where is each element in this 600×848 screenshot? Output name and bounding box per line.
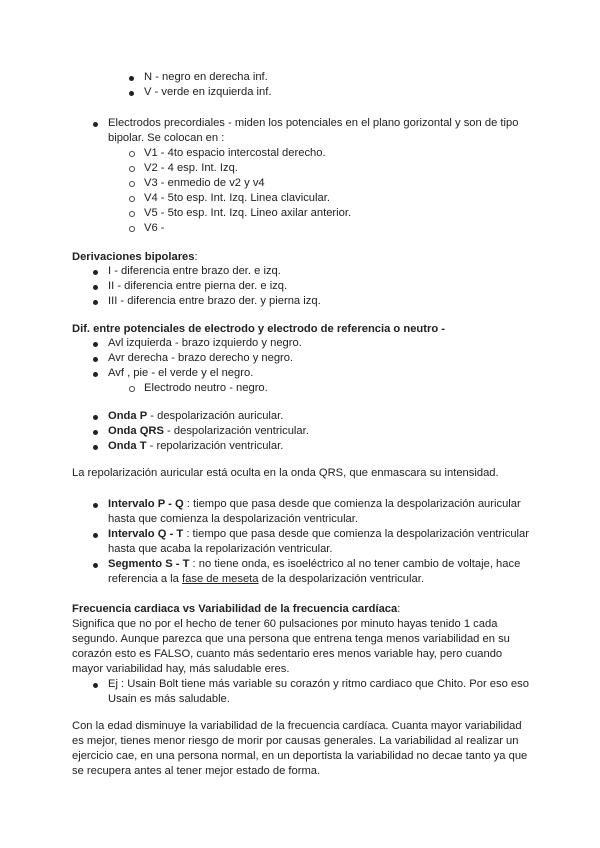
- bullet-dot-icon: [93, 503, 98, 508]
- interval-label: Intervalo Q - T: [108, 528, 184, 540]
- bullet-circle-icon: [129, 211, 135, 217]
- paragraph-line: se recupera antes al tener mejor estado de forma.: [72, 765, 321, 777]
- paragraph-line: corazón esto es FALSO, cuanto más sedentario eres menos variable hay, pero cuando: [72, 648, 503, 660]
- bullet-dot-icon: [93, 445, 98, 450]
- list-item-continuation: hasta que acaba la repolarización ventricular.: [108, 543, 333, 555]
- bullet-dot-icon: [129, 76, 134, 81]
- list-item: [108, 497, 521, 512]
- section-heading: [72, 602, 400, 617]
- onda-description: - despolarización auricular.: [147, 410, 284, 422]
- bullet-dot-icon: [93, 270, 98, 275]
- bullet-dot-icon: [93, 533, 98, 538]
- bullet-circle-icon: [129, 181, 135, 187]
- segment-description: : no tiene onda, es isoeléctrico al no tener cambio de voltaje, hace: [189, 558, 521, 570]
- paragraph-line: es mejor, tienes menor riesgo de morir por causas generales. La variabilidad al realizar un: [72, 735, 519, 747]
- heading-suffix: :: [397, 603, 401, 615]
- list-item: Ej : Usain Bolt tiene más variable su corazón y ritmo cardiaco que Chito. Por eso eso: [108, 678, 529, 690]
- sub-list-item: V6 -: [144, 222, 165, 234]
- bullet-dot-icon: [93, 342, 98, 347]
- list-item: [108, 527, 529, 542]
- list-item-continuation: [108, 572, 424, 587]
- list-item: I - diferencia entre brazo der. e izq.: [108, 265, 281, 277]
- paragraph: La repolarización auricular está oculta en la onda QRS, que enmascara su intensidad.: [72, 467, 499, 479]
- section-heading: [72, 322, 445, 337]
- bullet-dot-icon: [93, 372, 98, 377]
- onda-label: Onda QRS: [108, 425, 164, 437]
- paragraph-line: mayor variabilidad hay, más saludable eres.: [72, 663, 290, 675]
- bullet-circle-icon: [129, 151, 135, 157]
- heading-suffix: :: [194, 251, 198, 263]
- bullet-dot-icon: [93, 415, 98, 420]
- bullet-dot-icon: [93, 300, 98, 305]
- interval-description: : tiempo que pasa desde que comienza la despolarización ventricular: [183, 528, 529, 540]
- sub-list-item: V4 - 5to esp. Int. Izq. Linea clavicular.: [144, 192, 330, 204]
- list-item-continuation: bipolar. Se colocan en :: [108, 132, 225, 144]
- list-item: [108, 424, 309, 439]
- bullet-dot-icon: [93, 430, 98, 435]
- list-item: [108, 409, 283, 424]
- underlined-term: fase de meseta: [182, 573, 259, 585]
- paragraph-line: segundo. Aunque parezca que una persona que entrena tenga menos variabilidad en su: [72, 633, 510, 645]
- bullet-dot-icon: [93, 683, 98, 688]
- sub-list-item: V1 - 4to espacio intercostal derecho.: [144, 147, 326, 159]
- onda-label: Onda T: [108, 440, 147, 452]
- list-item: Avl izquierda - brazo izquierdo y negro.: [108, 337, 302, 349]
- sub-list-item: V3 - enmedio de v2 y v4: [144, 177, 265, 189]
- bullet-dot-icon: [93, 285, 98, 290]
- heading-text: Derivaciones bipolares: [72, 251, 195, 263]
- segment-label: Segmento S - T: [108, 558, 190, 570]
- sub-list-item: Electrodo neutro - negro.: [144, 382, 268, 394]
- onda-label: Onda P: [108, 410, 148, 422]
- list-item: [108, 557, 520, 572]
- interval-description: : tiempo que pasa desde que comienza la despolarización auricular: [183, 498, 521, 510]
- paragraph-line: Significa que no por el hecho de tener 60 pulsaciones por minuto hayas tenido 1 cada: [72, 618, 498, 630]
- list-item: [108, 439, 283, 454]
- bullet-dot-icon: [129, 91, 134, 96]
- list-item: V - verde en izquierda inf.: [144, 86, 272, 98]
- list-item: Avf , pie - el verde y el negro.: [108, 367, 254, 379]
- list-item: N - negro en derecha inf.: [144, 71, 268, 83]
- heading-text: Frecuencia cardiaca vs Variabilidad de la frecuencia cardíaca: [72, 603, 398, 615]
- heading-text: Dif. entre potenciales de electrodo y electrodo de referencia o neutro -: [72, 323, 446, 335]
- interval-label: Intervalo P - Q: [108, 498, 184, 510]
- bullet-dot-icon: [93, 563, 98, 568]
- list-item: II - diferencia entre pierna der. e izq.: [108, 280, 288, 292]
- segment-text: referencia a la: [108, 573, 183, 585]
- segment-text: de la despolarización ventricular.: [258, 573, 424, 585]
- list-item: Avr derecha - brazo derecho y negro.: [108, 352, 294, 364]
- bullet-circle-icon: [129, 196, 135, 202]
- bullet-dot-icon: [93, 357, 98, 362]
- paragraph-line: Con la edad disminuye la variabilidad de la frecuencia cardíaca. Cuanta mayor variabilidad: [72, 720, 522, 732]
- list-item: III - diferencia entre brazo der. y pierna izq.: [108, 295, 321, 307]
- bullet-circle-icon: [129, 166, 135, 172]
- onda-description: - despolarización ventricular.: [163, 425, 309, 437]
- bullet-circle-icon: [129, 386, 135, 392]
- sub-list-item: V5 - 5to esp. Int. Izq. Lineo axilar anterior.: [144, 207, 352, 219]
- list-item-continuation: Usain es más saludable.: [108, 693, 230, 705]
- paragraph-line: ejercicio cae, en una persona normal, en un deportista la variabilidad no decae tanto ya que: [72, 750, 528, 762]
- list-item: Electrodos precordiales - miden los potenciales en el plano gorizontal y son de tipo: [108, 117, 519, 129]
- bullet-circle-icon: [129, 226, 135, 232]
- bullet-dot-icon: [93, 122, 98, 127]
- sub-list-item: V2 - 4 esp. Int. Izq.: [144, 162, 238, 174]
- list-item-continuation: hasta que comienza la despolarización ventricular.: [108, 513, 358, 525]
- section-heading: [72, 250, 198, 265]
- onda-description: - repolarización ventricular.: [146, 440, 284, 452]
